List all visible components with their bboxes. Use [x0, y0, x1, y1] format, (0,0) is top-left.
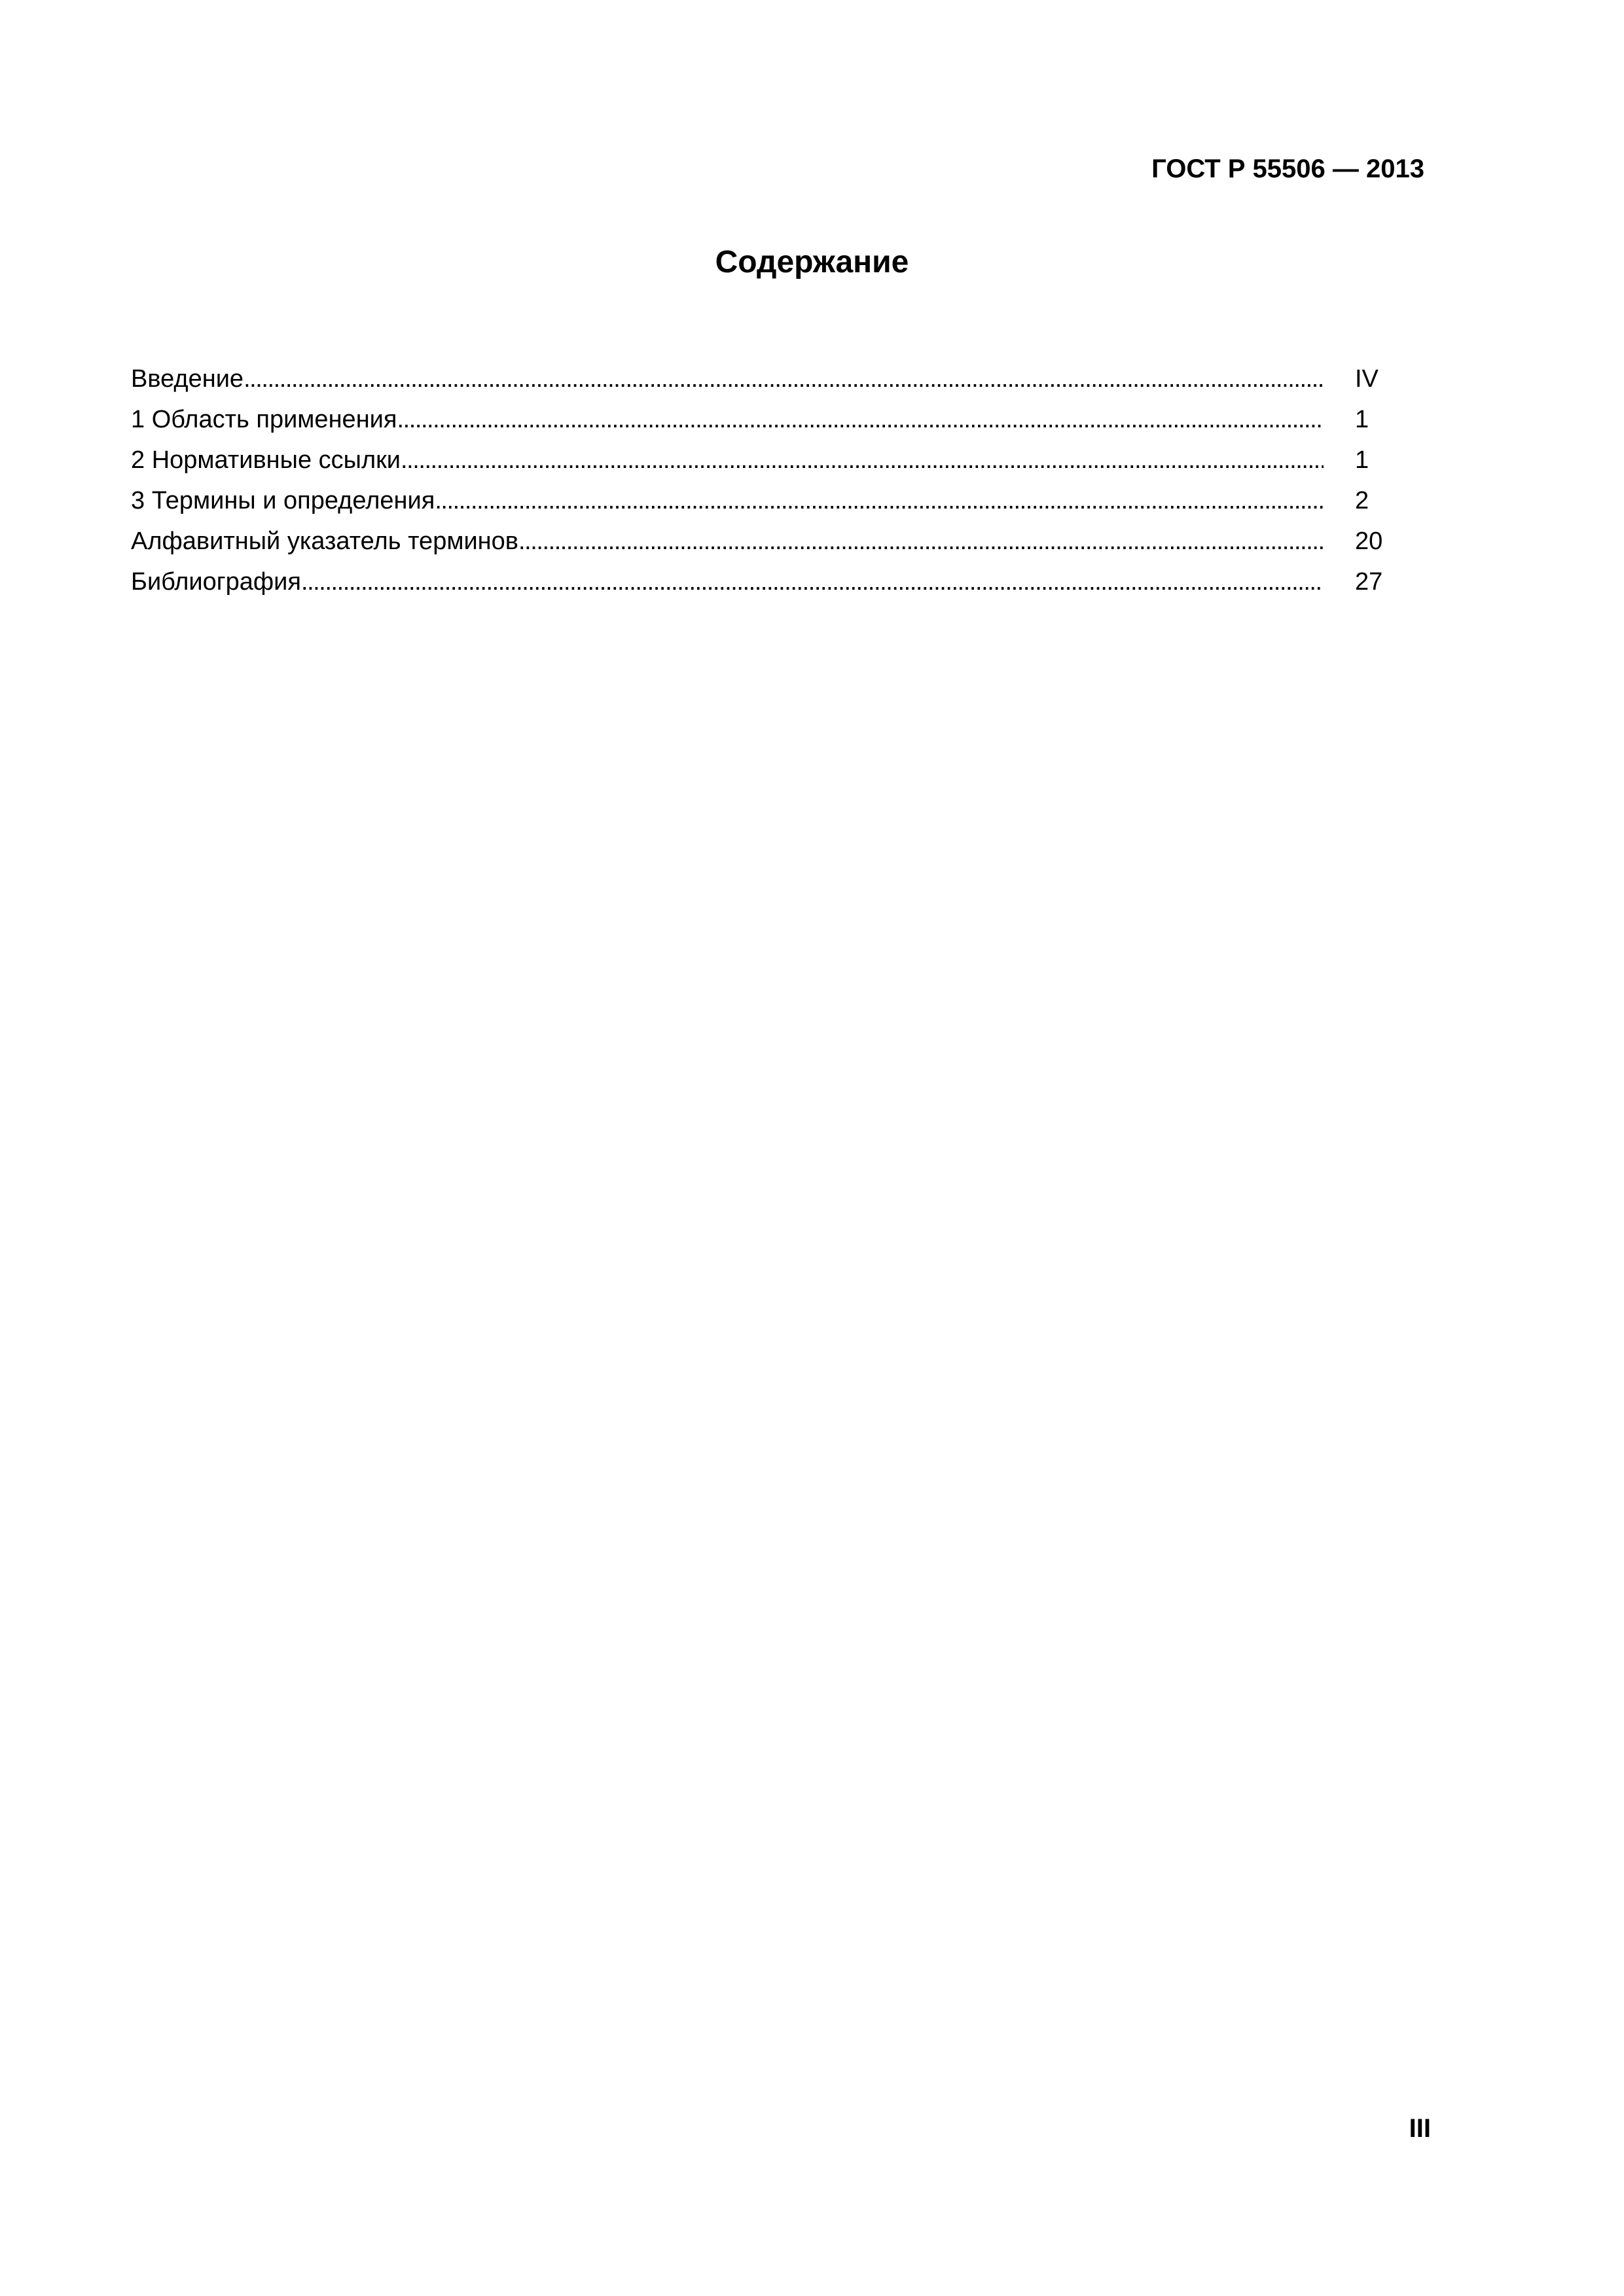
toc-entry-introduction[interactable]	[131, 359, 1394, 399]
toc-entry-alphabetical-index[interactable]	[131, 521, 1394, 562]
toc-entry-scope[interactable]	[131, 399, 1394, 440]
toc-entry-page: 20	[1355, 528, 1383, 555]
toc-entry-bibliography[interactable]	[131, 562, 1394, 602]
toc-heading: Содержание	[715, 245, 909, 279]
toc-entry-page: 1	[1355, 406, 1369, 433]
toc-entry-page: 27	[1355, 568, 1383, 596]
toc-entry-label: 3 Термины и определения	[131, 487, 435, 514]
toc-entry-page: IV	[1355, 365, 1379, 393]
toc-dot-leader	[397, 399, 1324, 440]
toc-entry-normative-references[interactable]	[131, 440, 1394, 480]
toc-entry-terms-definitions[interactable]	[131, 480, 1394, 521]
toc-entry-label: Алфавитный указатель терминов	[131, 528, 518, 555]
toc-dot-leader	[401, 440, 1324, 480]
toc-entry-label: Библиография	[131, 568, 301, 596]
toc-dot-leader	[518, 521, 1324, 562]
toc-entry-label: Введение	[131, 365, 244, 393]
toc-dot-leader	[244, 359, 1324, 399]
toc-entry-page: 1	[1355, 446, 1369, 474]
toc-dot-leader	[435, 480, 1324, 521]
toc-entry-label: 2 Нормативные ссылки	[131, 446, 401, 474]
document-code: ГОСТ Р 55506 — 2013	[1151, 154, 1424, 183]
toc-dot-leader	[301, 562, 1324, 602]
toc-entry-page: 2	[1355, 487, 1369, 514]
page-number: III	[1409, 2114, 1431, 2143]
toc-entry-label: 1 Область применения	[131, 406, 397, 433]
table-of-contents	[131, 359, 1394, 602]
